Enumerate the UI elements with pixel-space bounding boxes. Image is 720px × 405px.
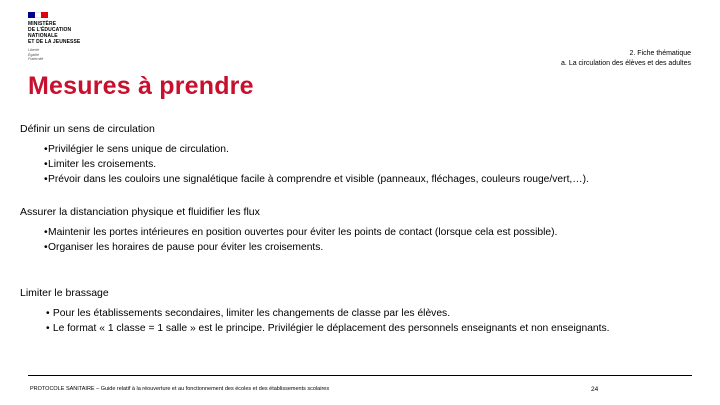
list-item-text: Maintenir les portes intérieures en position ouvertes pour éviter les points de contact (lorsque cela est possible). (48, 227, 558, 238)
bullet-list (46, 306, 610, 336)
list-item-text: Le format « 1 classe = 1 salle » est le principe. Privilégier le déplacement des personnels enseignants et non enseignants. (52, 323, 610, 335)
ministry-logo (28, 12, 98, 62)
list-item: • Pour les établissements secondaires, limiter les changements de classe par les élèves. (46, 308, 451, 319)
section-circulation (20, 123, 589, 188)
motto-line: Égalité (28, 52, 39, 57)
section-heading: Assurer la distanciation physique et fluidifier les flux (20, 206, 260, 218)
page-title: Mesures à prendre (28, 72, 254, 100)
list-item-text: Pour les établissements secondaires, limiter les changements de classe par les élèves. (52, 308, 451, 319)
section-subtitle: a. La circulation des élèves et des adultes (561, 60, 691, 67)
list-item: •Maintenir les portes intérieures en position ouvertes pour éviter les points de contact (lorsque cela est possible). (44, 227, 558, 238)
footer-text: PROTOCOLE SANITAIRE – Guide relatif à la réouverture et au fonctionnement des écoles et des établissements scolaires (30, 386, 330, 392)
footer-divider (28, 375, 692, 376)
section-brassage (20, 287, 610, 336)
bullet-list (44, 225, 557, 255)
section-distanciation (20, 206, 557, 255)
list-item-text: Organiser les horaires de pause pour éviter les croisements. (48, 242, 324, 254)
section-heading: Définir un sens de circulation (20, 123, 155, 135)
french-flag-icon (28, 12, 48, 18)
ministry-line: MINISTÈRE (28, 21, 57, 27)
bullet-list (44, 142, 589, 188)
motto-line: Fraternité (28, 57, 44, 61)
list-item: •Limiter les croisements. (44, 159, 157, 171)
ministry-line: ET DE LA JEUNESSE (28, 39, 81, 45)
list-item: •Organiser les horaires de pause pour éviter les croisements. (44, 242, 324, 254)
ministry-name (28, 21, 98, 45)
ministry-line: NATIONALE (28, 33, 58, 39)
list-item-text: Privilégier le sens unique de circulation. (48, 144, 229, 155)
list-item: •Privilégier le sens unique de circulation. (44, 144, 229, 155)
section-header (561, 49, 691, 69)
page-number: 24 (591, 386, 599, 393)
motto-line: Liberté (28, 48, 39, 52)
section-label: 2. Fiche thématique (629, 50, 691, 57)
list-item: • Le format « 1 classe = 1 salle » est le principe. Privilégier le déplacement des personnels enseignants et non enseignants. (46, 323, 610, 335)
list-item-text: Limiter les croisements. (48, 159, 157, 171)
list-item: •Prévoir dans les couloirs une signalétique facile à comprendre et visible (panneaux, fléchages, couleurs rouge/vert,…). (44, 174, 589, 186)
section-heading: Limiter le brassage (20, 287, 109, 299)
list-item-text: Prévoir dans les couloirs une signalétique facile à comprendre et visible (panneaux, fléchages, couleurs rouge/vert,…). (48, 174, 589, 186)
ministry-line: DE L’ÉDUCATION (28, 27, 72, 33)
republic-motto (28, 48, 98, 62)
